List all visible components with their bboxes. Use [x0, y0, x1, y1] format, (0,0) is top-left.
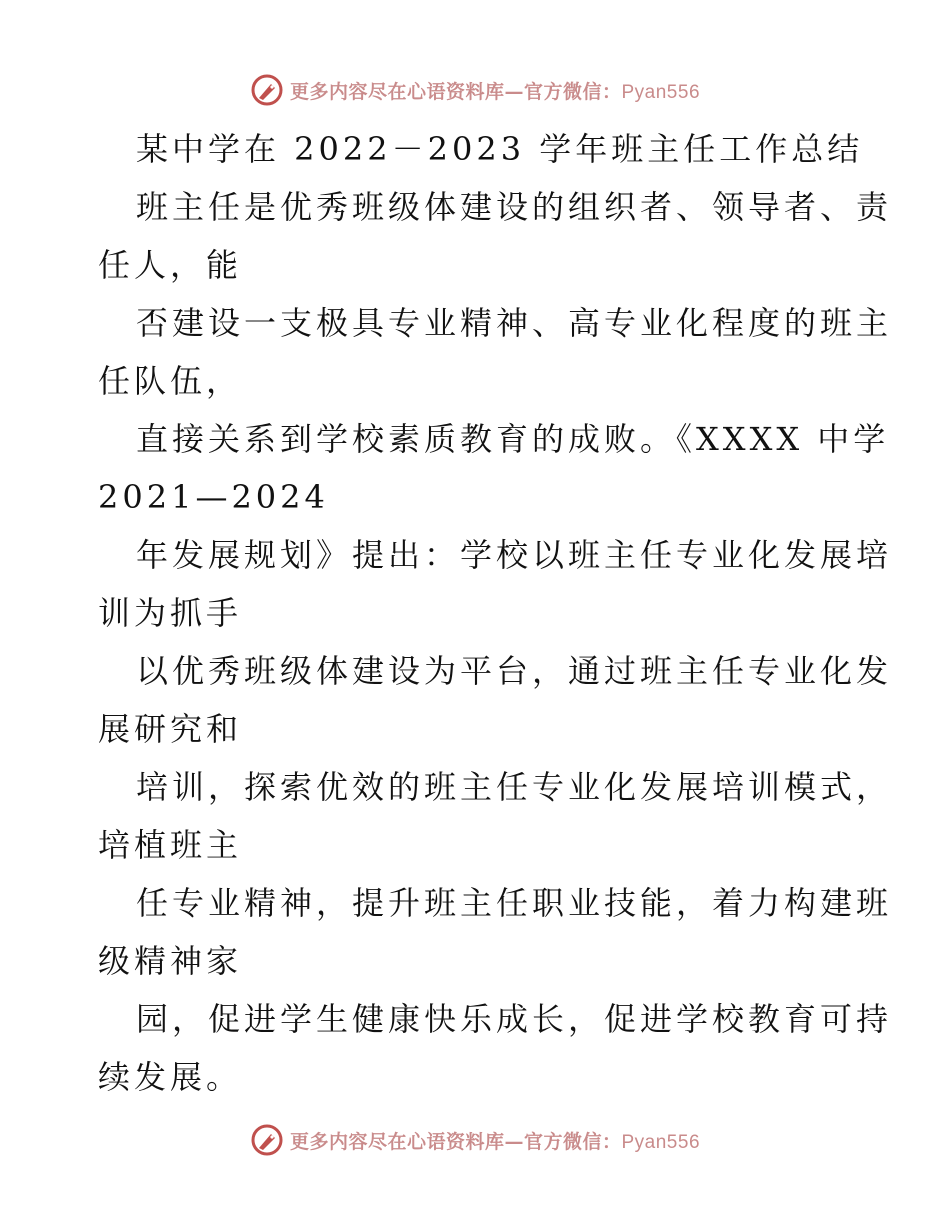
- text-line: 2021—2024: [98, 478, 329, 516]
- document-body: [98, 120, 893, 1106]
- text-line: 园，促进学生健康快乐成长，促进学校教育可持: [136, 1000, 893, 1038]
- text-line: 以优秀班级体建设为平台，通过班主任专业化发: [136, 652, 893, 690]
- watermark-id: Pyan556: [621, 1131, 701, 1153]
- watermark-id: Pyan556: [621, 81, 701, 103]
- document-title: 某中学在 2022－2023 学年班主任工作总结: [136, 130, 864, 168]
- text-line: 直接关系到学校素质教育的成败。《XXXX 中学: [136, 420, 890, 458]
- text-line: 否建设一支极具专业精神、高专业化程度的班主: [136, 304, 893, 342]
- watermark-text: 更多内容尽在心语资料库—官方微信：Pyan556: [289, 80, 701, 103]
- text-line: 任人，能: [98, 246, 243, 284]
- text-line: 级精神家: [98, 942, 243, 980]
- text-line: 续发展。: [98, 1058, 243, 1096]
- text-line: 培训，探索优效的班主任专业化发展培训模式，: [136, 768, 893, 806]
- pen-nib-circle-icon: [250, 73, 284, 107]
- text-line: 年发展规划》提出：学校以班主任专业化发展培: [136, 536, 893, 574]
- text-line: 任队伍，: [98, 362, 243, 400]
- header-watermark: [0, 70, 950, 110]
- text-line: 展研究和: [98, 710, 243, 748]
- footer-watermark: [0, 1120, 950, 1160]
- text-line: 班主任是优秀班级体建设的组织者、领导者、责: [136, 188, 893, 226]
- pen-nib-circle-icon: [250, 1123, 284, 1157]
- text-line: 训为抓手: [98, 594, 243, 632]
- watermark-text: 更多内容尽在心语资料库—官方微信：Pyan556: [289, 1130, 701, 1153]
- text-line: 任专业精神，提升班主任职业技能，着力构建班: [136, 884, 893, 922]
- text-line: 培植班主: [98, 826, 243, 864]
